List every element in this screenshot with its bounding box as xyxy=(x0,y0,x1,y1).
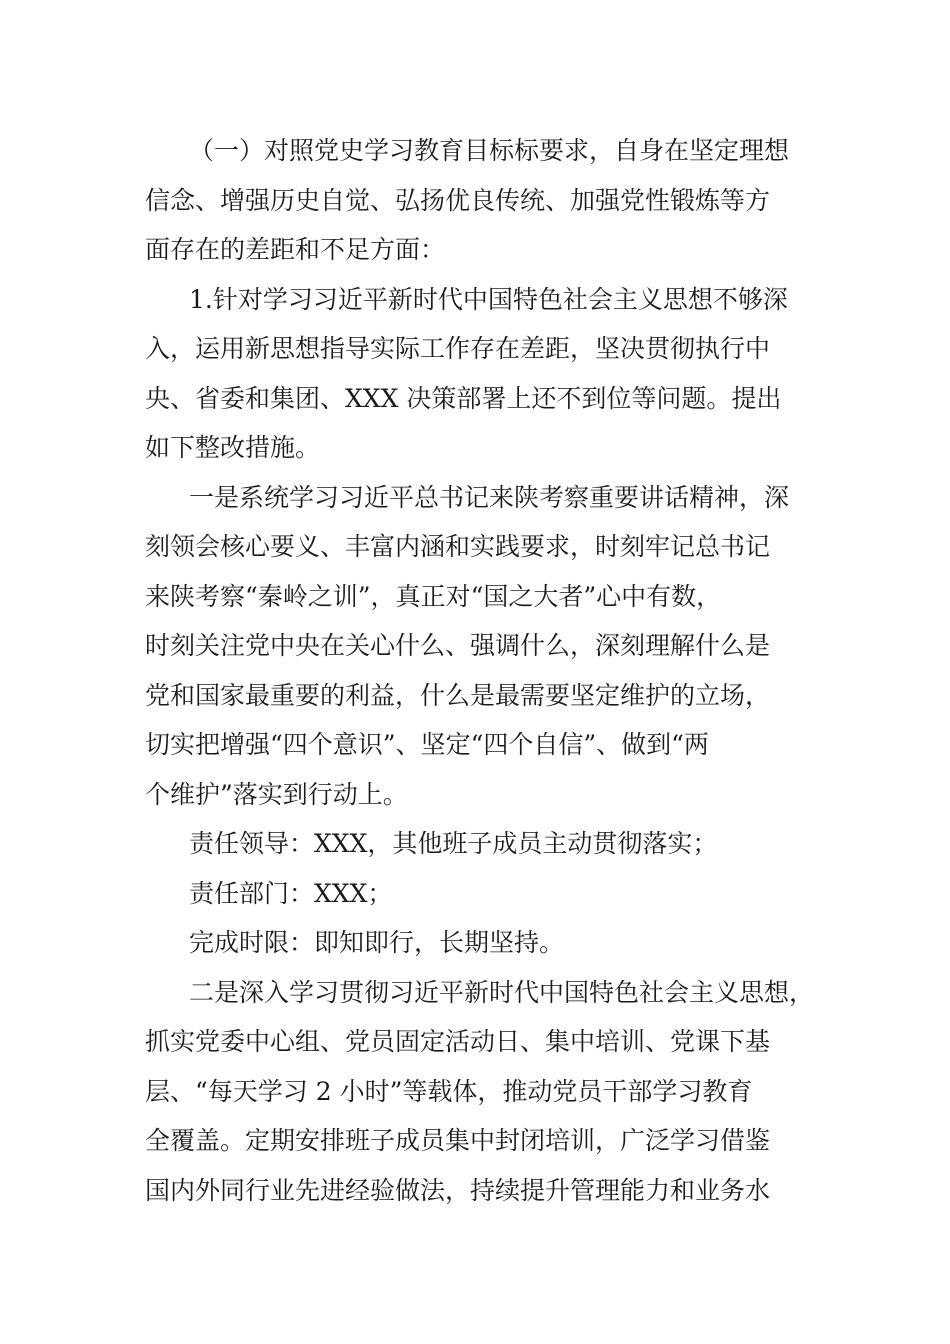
text-line: （一）对照党史学习教育目标标要求，自身在坚定理想 xyxy=(189,136,790,165)
text-line: 国内外同行业先进经验做法，持续提升管理能力和业务水 xyxy=(145,1175,771,1205)
text-line: 党和国家最重要的利益，什么是最需要坚定维护的立场， xyxy=(145,680,771,710)
text-line: 刻领会核心要义、丰富内涵和实践要求，时刻牢记总书记 xyxy=(145,532,771,561)
text-line: 二是深入学习贯彻习近平新时代中国特色社会主义思想， xyxy=(189,977,815,1007)
text-line: 信念、增强历史自觉、弘扬优良传统、加强党性锻炼等方 xyxy=(145,185,771,215)
text-line: 个维护”落实到行动上。 xyxy=(145,779,408,809)
text-line: 切实把增强“四个意识”、坚定“四个自信”、做到“两 xyxy=(145,730,709,759)
text-line: 一是系统学习习近平总书记来陕考察重要讲话精神，深 xyxy=(189,482,790,512)
document-body xyxy=(145,126,815,1215)
text-line: 来陕考察“秦岭之训”，真正对“国之大者”心中有数， xyxy=(145,581,722,611)
text-line: 央、省委和集团、XXX 决策部署上还不到位等问题。提出 xyxy=(145,383,782,413)
text-line: 入，运用新思想指导实际工作存在差距，坚决贯彻执行中 xyxy=(145,334,771,363)
text-line: 如下整改措施。 xyxy=(145,433,321,462)
text-line: 时刻关注党中央在关心什么、强调什么，深刻理解什么是 xyxy=(145,631,771,660)
text-line: 责任部门：XXX； xyxy=(189,878,393,908)
text-line: 层、“每天学习 2 小时”等载体，推动党员干部学习教育 xyxy=(145,1076,753,1106)
text-line: 面存在的差距和不足方面： xyxy=(145,235,446,264)
text-line: 1.针对学习习近平新时代中国特色社会主义思想不够深 xyxy=(189,284,788,314)
text-line: 责任领导：XXX，其他班子成员主动贯彻落实； xyxy=(189,829,718,858)
text-line: 抓实党委中心组、党员固定活动日、集中培训、党课下基 xyxy=(145,1027,771,1056)
text-line: 全覆盖。定期安排班子成员集中封闭培训，广泛学习借鉴 xyxy=(145,1126,771,1155)
text-line: 完成时限：即知即行，长期坚持。 xyxy=(189,928,565,957)
